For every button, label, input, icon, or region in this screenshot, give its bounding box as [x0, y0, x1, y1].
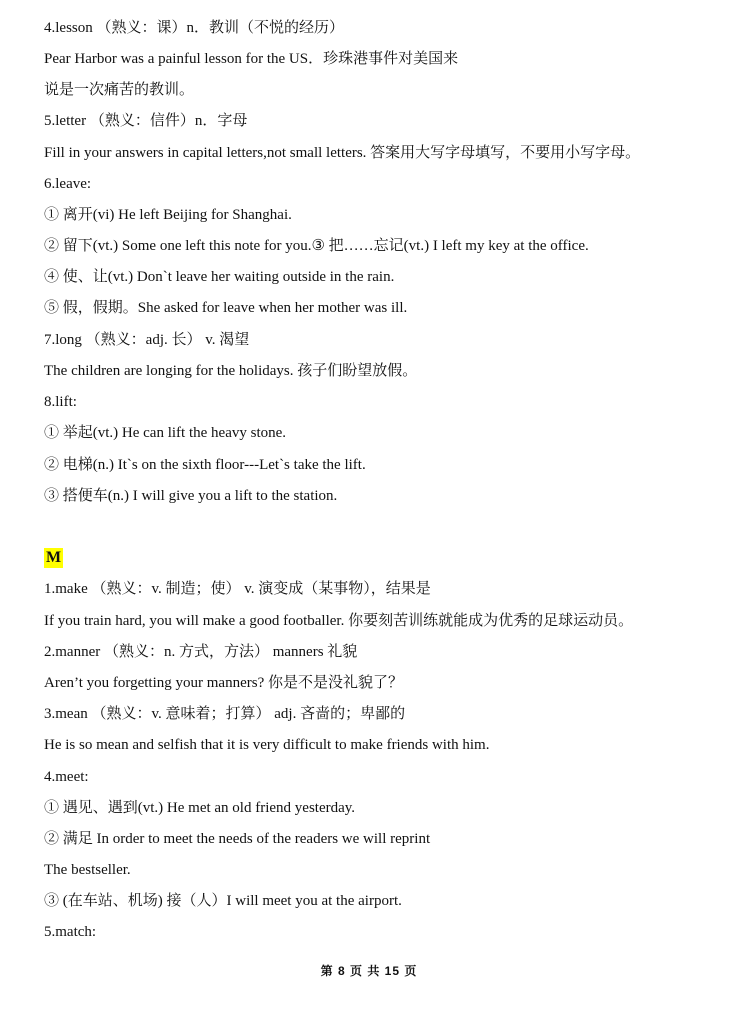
entry-lesson-example-cont: 说是一次痛苦的教训。 [44, 82, 195, 98]
page-number-footer: 第 8 页 共 15 页 [320, 964, 418, 978]
entry-meet-sense-2: ② 满足 In order to meet the needs of the readers we will reprint [44, 831, 431, 847]
entry-leave-sense-1: ① 离开(vi) He left Beijing for Shanghai. [44, 207, 292, 223]
entry-manner-example: Aren’t you forgetting your manners? 你是不是没礼貌了？ [44, 675, 403, 691]
entry-lesson-heading: 4.lesson （熟义：课）n．教训（不悦的经历） [44, 20, 345, 36]
entry-leave-sense-2-3: ② 留下(vt.) Some one left this note for you.③ 把……忘记(vt.) I left my key at the office. [44, 238, 589, 254]
entry-leave-heading: 6.leave: [44, 176, 92, 192]
entry-long-example: The children are longing for the holidays. 孩子们盼望放假。 [44, 363, 418, 379]
entry-mean-example: He is so mean and selfish that it is very difficult to make friends with him. [44, 737, 490, 753]
entry-make-heading: 1.make （熟义：v. 制造；使） v. 演变成（某事物），结果是 [44, 581, 431, 597]
entry-make-example: If you train hard, you will make a good footballer. 你要刻苦训练就能成为优秀的足球运动员。 [44, 613, 634, 629]
entry-lift-sense-2: ② 电梯(n.) It`s on the sixth floor---Let`s take the lift. [44, 457, 366, 473]
entry-mean-heading: 3.mean （熟义：v. 意味着；打算） adj. 吝啬的；卑鄙的 [44, 706, 406, 722]
entry-lift-sense-1: ① 举起(vt.) He can lift the heavy stone. [44, 425, 287, 441]
entry-letter-example: Fill in your answers in capital letters,not small letters. 答案用大写字母填写，不要用小写字母。 [44, 145, 641, 161]
entry-manner-heading: 2.manner （熟义：n. 方式，方法） manners 礼貌 [44, 644, 358, 660]
entry-lift-sense-3: ③ 搭便车(n.) I will give you a lift to the station. [44, 488, 338, 504]
entry-leave-sense-5: ⑤ 假，假期。She asked for leave when her mother was ill. [44, 300, 408, 316]
entry-letter-heading: 5.letter （熟义：信件）n．字母 [44, 113, 248, 129]
entry-long-heading: 7.long （熟义：adj. 长） v. 渴望 [44, 332, 250, 348]
entry-lesson-example: Pear Harbor was a painful lesson for the US．珍珠港事件对美国来 [44, 51, 459, 67]
entry-match-heading: 5.match: [44, 924, 97, 940]
entry-meet-sense-3: ③ (在车站、机场) 接（人）I will meet you at the airport. [44, 893, 402, 909]
entry-meet-sense-2-cont: The bestseller. [44, 862, 131, 878]
entry-lift-heading: 8.lift: [44, 394, 77, 410]
entry-meet-heading: 4.meet: [44, 769, 89, 785]
entry-meet-sense-1: ① 遇见、遇到(vt.) He met an old friend yesterday. [44, 800, 356, 816]
section-heading-m: M [46, 549, 62, 566]
entry-leave-sense-4: ④ 使、让(vt.) Don`t leave her waiting outside in the rain. [44, 269, 395, 285]
